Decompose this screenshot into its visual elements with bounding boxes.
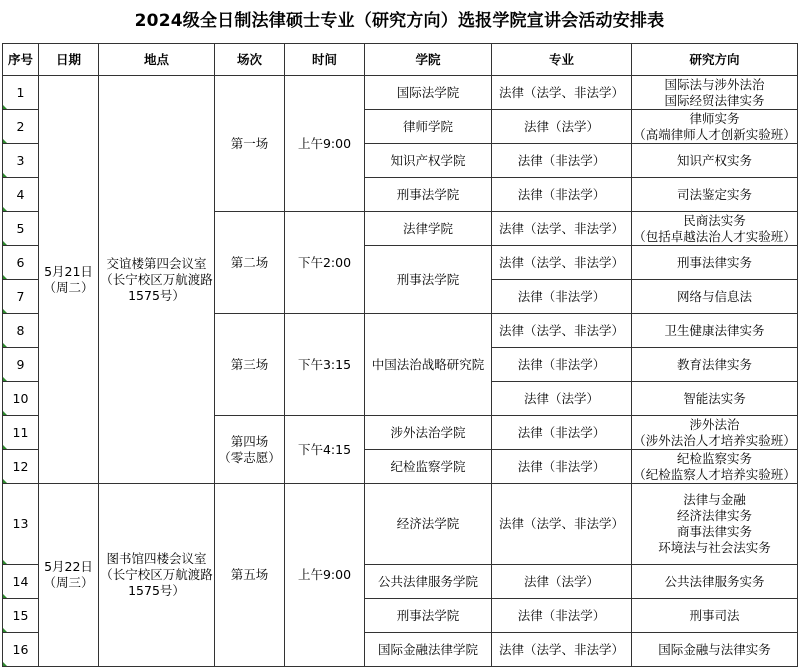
direction-cell: 纪检监察实务 （纪检监察人才培养实验班）: [633, 450, 796, 482]
row-no: 6: [3, 246, 39, 280]
row-no: 8: [3, 314, 39, 348]
major-cell: 法律（非法学）: [492, 178, 632, 212]
row-no: 13: [3, 484, 39, 565]
direction-cell: 法律与金融 经济法律实务 商事法律实务 环境法与社会法实务: [632, 484, 798, 565]
time-cell: 下午3:15: [285, 314, 365, 416]
row-no: 10: [3, 382, 39, 416]
college-cell: 国际金融法律学院: [365, 633, 492, 667]
row-no: 3: [3, 144, 39, 178]
table-row: [3, 76, 798, 110]
header-college: 学院: [365, 44, 492, 76]
row-no: 12: [3, 450, 39, 484]
college-cell: 公共法律服务学院: [365, 565, 492, 599]
college-cell: 律师学院: [365, 110, 492, 144]
college-cell: 刑事法学院: [365, 246, 492, 314]
date-cell: 5月22日 （周三）: [39, 484, 99, 667]
page-title: 2024级全日制法律硕士专业（研究方向）选报学院宣讲会活动安排表: [134, 11, 665, 31]
session-cell: 第二场: [215, 212, 285, 314]
college-cell: 法律学院: [365, 212, 492, 246]
major-cell: 法律（非法学）: [492, 144, 632, 178]
direction-cell: 民商法实务 （包括卓越法治人才实验班）: [633, 212, 796, 244]
row-no: 14: [3, 565, 39, 599]
major-cell: 法律（非法学）: [492, 280, 632, 314]
header-time: 时间: [285, 44, 365, 76]
college-cell: 知识产权学院: [365, 144, 492, 178]
schedule-table: [2, 43, 798, 667]
major-cell: 法律（非法学）: [492, 599, 632, 633]
date-cell: 5月21日 （周二）: [39, 76, 99, 484]
session-cell: 第五场: [215, 484, 285, 667]
major-cell: 法律（非法学）: [492, 348, 632, 382]
direction-cell: 教育法律实务: [632, 348, 798, 382]
major-cell: 法律（法学、非法学）: [492, 76, 632, 110]
header-direction: 研究方向: [632, 44, 798, 76]
college-cell: 涉外法治学院: [365, 416, 492, 450]
row-no: 9: [3, 348, 39, 382]
college-cell: 刑事法学院: [365, 599, 492, 633]
major-cell: 法律（法学、非法学）: [492, 246, 632, 280]
direction-cell: 刑事司法: [632, 599, 798, 633]
header-no: 序号: [3, 44, 39, 76]
row-no: 2: [3, 110, 39, 144]
row-no: 1: [3, 76, 39, 110]
college-cell: 经济法学院: [365, 484, 492, 565]
row-no: 15: [3, 599, 39, 633]
place-cell: 交谊楼第四会议室 （长宁校区万航渡路 1575号）: [99, 76, 215, 484]
direction-cell: 知识产权实务: [632, 144, 798, 178]
row-no: 4: [3, 178, 39, 212]
major-cell: 法律（非法学）: [492, 450, 632, 484]
direction-cell: 公共法律服务实务: [632, 565, 798, 599]
college-cell: 纪检监察学院: [365, 450, 492, 484]
session-cell: 第一场: [215, 76, 285, 212]
direction-cell: 国际法与涉外法治 国际经贸法律实务: [632, 76, 798, 110]
direction-cell: 国际金融与法律实务: [632, 633, 798, 667]
time-cell: 上午9:00: [285, 484, 365, 667]
direction-cell: 司法鉴定实务: [632, 178, 798, 212]
place-cell: 图书馆四楼会议室 （长宁校区万航渡路 1575号）: [99, 484, 215, 667]
header-row: [3, 44, 798, 76]
major-cell: 法律（法学、非法学）: [492, 484, 632, 565]
major-cell: 法律（法学、非法学）: [492, 212, 632, 246]
major-cell: 法律（非法学）: [492, 416, 632, 450]
direction-cell: 网络与信息法: [632, 280, 798, 314]
college-cell: 刑事法学院: [365, 178, 492, 212]
major-cell: 法律（法学）: [492, 110, 632, 144]
session-cell: 第四场 （零志愿）: [215, 416, 285, 484]
time-cell: 上午9:00: [285, 76, 365, 212]
time-cell: 下午4:15: [285, 416, 365, 484]
direction-cell: 涉外法治 （涉外法治人才培养实验班）: [633, 416, 796, 448]
header-place: 地点: [99, 44, 215, 76]
header-major: 专业: [492, 44, 632, 76]
direction-cell: 卫生健康法律实务: [632, 314, 798, 348]
major-cell: 法律（法学）: [492, 382, 632, 416]
college-cell: 国际法学院: [365, 76, 492, 110]
direction-cell: 律师实务 （高端律师人才创新实验班）: [633, 110, 796, 142]
row-no: 5: [3, 212, 39, 246]
row-no: 11: [3, 416, 39, 450]
college-cell: 中国法治战略研究院: [365, 314, 492, 416]
row-no: 16: [3, 633, 39, 667]
header-date: 日期: [39, 44, 99, 76]
major-cell: 法律（法学、非法学）: [492, 633, 632, 667]
header-session: 场次: [215, 44, 285, 76]
row-no: 7: [3, 280, 39, 314]
direction-cell: 智能法实务: [632, 382, 798, 416]
major-cell: 法律（法学、非法学）: [492, 314, 632, 348]
table-row: [3, 484, 798, 565]
direction-cell: 刑事法律实务: [632, 246, 798, 280]
session-cell: 第三场: [215, 314, 285, 416]
major-cell: 法律（法学）: [492, 565, 632, 599]
time-cell: 下午2:00: [285, 212, 365, 314]
